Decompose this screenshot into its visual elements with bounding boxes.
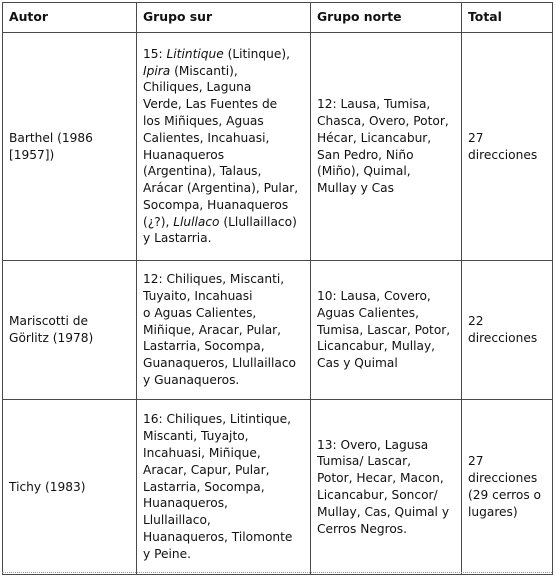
cell-line: [143, 214, 304, 231]
text-segment: y Lastarria.: [143, 231, 212, 246]
italic-segment: Ipira: [143, 63, 171, 78]
cell-line: [143, 411, 304, 428]
text-segment: Guanaqueros, Llullaillaco: [143, 356, 297, 371]
cell-line: Potor, Hecar, Macon,: [317, 471, 444, 486]
cell-line: (29 cerros o: [468, 488, 542, 502]
cell-line: 10: Lausa, Covero,: [317, 289, 431, 303]
cell-grupo-sur: [137, 33, 311, 261]
cell-line: 27: [468, 454, 484, 469]
cell-line: Tichy (1983): [9, 479, 86, 494]
bottom-dotted-rule: [2, 572, 552, 573]
cell-line: [143, 372, 304, 389]
cell-line: direcciones: [468, 331, 538, 345]
cell-grupo-norte: [311, 261, 462, 400]
cell-line: Licancabur, Soncor/: [317, 488, 438, 502]
text-segment: Miscanti, Tuyajto,: [143, 429, 249, 444]
table-row: [3, 33, 553, 261]
cell-line: 13: Overo, Lagusa: [317, 437, 429, 452]
cell-total: [462, 400, 553, 575]
text-segment: Huanaqueros, Tilomonte: [143, 529, 293, 544]
text-segment: Miñique, Aracar, Pular,: [143, 322, 282, 337]
cell-line: [143, 163, 304, 180]
text-segment: los Miñiques, Aguas: [143, 113, 264, 128]
text-segment: Huanaqueros: [143, 147, 225, 162]
italic-segment: Llullaco: [173, 214, 220, 229]
cell-line: [143, 529, 304, 546]
cell-line: Chasca, Overo, Potor,: [317, 113, 449, 128]
cell-line: [143, 428, 304, 445]
text-segment: 12: Chiliques, Miscanti,: [143, 272, 285, 287]
cell-grupo-sur: [137, 400, 311, 575]
cell-line: [143, 46, 304, 63]
cell-line: (Miño), Quimal,: [317, 164, 411, 179]
cell-line: [143, 288, 304, 305]
text-segment: 15:: [143, 46, 167, 61]
text-segment: (Litinque),: [223, 46, 290, 61]
text-segment: Tuyaito, Incahuasi: [143, 289, 253, 303]
cell-line: [143, 355, 304, 372]
cell-line: [143, 96, 304, 113]
text-segment: (Argentina), Talaus,: [143, 164, 262, 179]
text-segment: o Aguas Calientes,: [143, 305, 257, 320]
table-container: [2, 2, 552, 575]
text-segment: Verde, Las Fuentes de: [143, 97, 278, 112]
text-segment: Lastarria, Socompa,: [143, 339, 265, 354]
cell-line: [143, 305, 304, 322]
cell-total: [462, 33, 553, 261]
cell-autor: [3, 261, 137, 400]
cell-grupo-norte: [311, 33, 462, 261]
cell-line: [143, 338, 304, 355]
cell-line: [143, 546, 304, 563]
cell-line: [143, 63, 304, 80]
cell-line: Görlitz (1978): [9, 331, 94, 345]
table-row: [3, 261, 553, 400]
cell-line: direcciones: [468, 471, 538, 486]
cell-autor: [3, 400, 137, 575]
cell-line: 22: [468, 314, 484, 329]
authors-directions-table: [2, 2, 553, 575]
cell-line: [143, 147, 304, 164]
text-segment: Lastarria, Socompa,: [143, 479, 265, 494]
cell-line: [143, 479, 304, 496]
text-segment: (¿?),: [143, 214, 174, 229]
cell-grupo-norte: [311, 400, 462, 575]
table-row: [3, 400, 553, 575]
cell-line: [143, 113, 304, 130]
cell-line: Aguas Calientes,: [317, 305, 419, 320]
cell-line: [143, 462, 304, 479]
cell-line: [143, 130, 304, 147]
cell-line: [143, 230, 304, 247]
cell-line: [143, 271, 304, 288]
cell-line: Mullay y Cas: [317, 181, 394, 196]
text-segment: 16: Chiliques, Litintique,: [143, 412, 291, 427]
header-total: Total: [462, 3, 553, 33]
cell-line: Cerros Negros.: [317, 521, 408, 536]
cell-total: [462, 261, 553, 400]
text-segment: (Miscanti),: [170, 63, 238, 78]
cell-line: [143, 512, 304, 529]
cell-line: [143, 322, 304, 339]
cell-line: 12: Lausa, Tumisa,: [317, 97, 431, 112]
cell-line: Tumisa, Lascar, Potor,: [317, 322, 451, 337]
cell-line: [143, 79, 304, 96]
cell-line: [143, 445, 304, 462]
cell-line: 27: [468, 130, 484, 145]
text-segment: Incahuasi, Miñique,: [143, 446, 261, 460]
text-segment: (Llullaillaco): [219, 214, 297, 229]
cell-line: Licancabur, Mullay,: [317, 339, 436, 354]
cell-line: [143, 197, 304, 214]
cell-line: Mariscotti de: [9, 314, 88, 329]
cell-line: Mullay, Cas, Quimal y: [317, 504, 450, 519]
cell-line: [1957]): [9, 147, 55, 162]
text-segment: Calientes, Incahuasi,: [143, 130, 270, 145]
cell-line: Hécar, Licancabur,: [317, 130, 432, 145]
header-grupo-norte: Grupo norte: [311, 3, 462, 33]
cell-line: [143, 495, 304, 512]
cell-line: lugares): [468, 504, 518, 519]
text-segment: Chiliques, Laguna: [143, 80, 252, 95]
cell-line: Cas y Quimal: [317, 356, 398, 371]
text-segment: y Peine.: [143, 546, 191, 561]
text-segment: Socompa, Huanaqueros: [143, 197, 289, 212]
cell-grupo-sur: [137, 261, 311, 400]
cell-line: San Pedro, Niño: [317, 147, 414, 162]
italic-segment: Litintique: [166, 46, 224, 61]
text-segment: Aracar, Capur, Pular,: [143, 462, 270, 477]
cell-line: [143, 180, 304, 197]
text-segment: y Guanaqueros.: [143, 372, 240, 387]
cell-line: Barthel (1986: [9, 130, 93, 145]
header-row: [3, 3, 553, 33]
header-autor: Autor: [3, 3, 137, 33]
text-segment: Huanaqueros,: [143, 496, 228, 511]
text-segment: Llullaillaco,: [143, 513, 211, 528]
header-grupo-sur: Grupo sur: [137, 3, 311, 33]
text-segment: Arácar (Argentina), Pular,: [143, 181, 299, 196]
cell-autor: [3, 33, 137, 261]
cell-line: direcciones: [468, 147, 538, 162]
cell-line: Tumisa/ Lascar,: [317, 454, 412, 469]
